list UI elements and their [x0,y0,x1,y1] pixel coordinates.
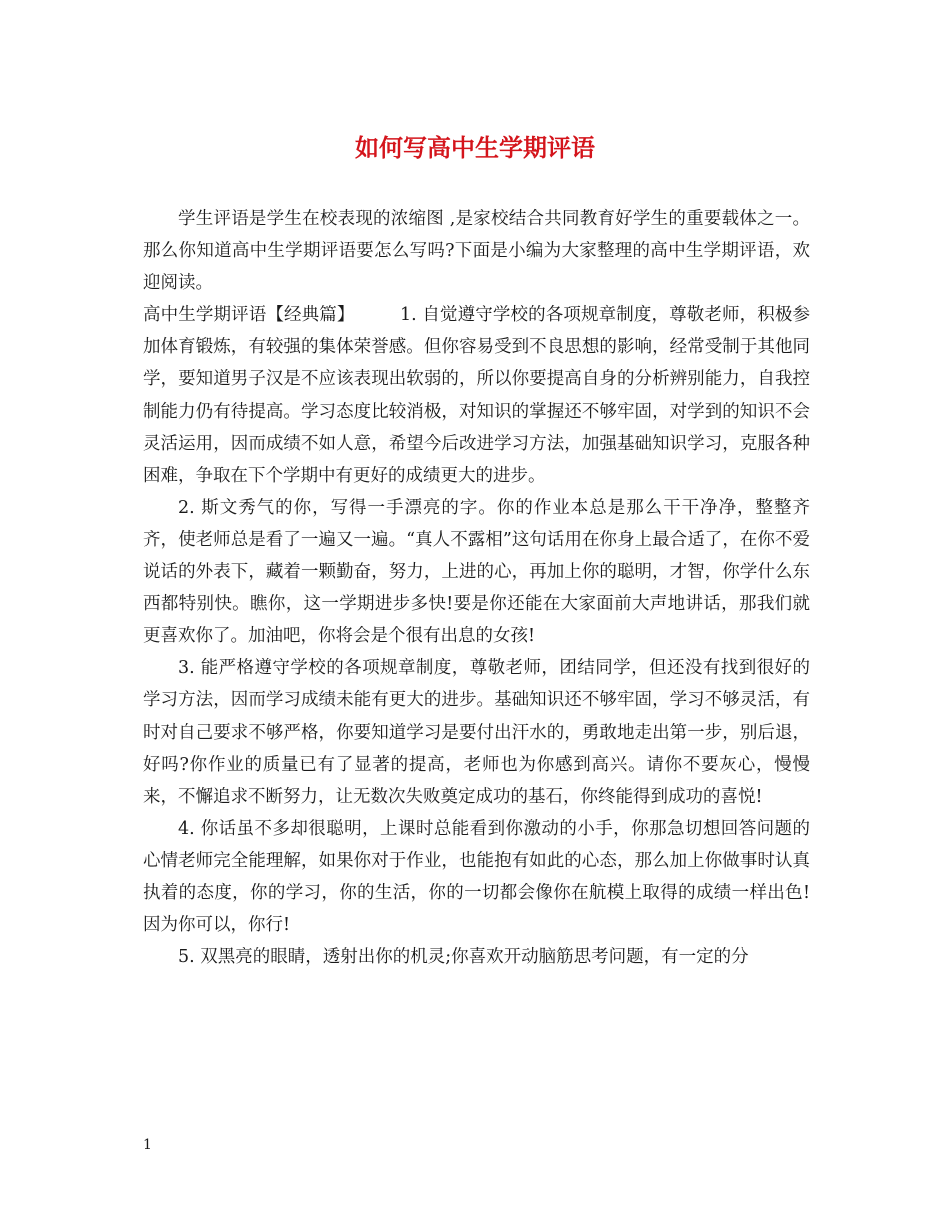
intro-paragraph: 学生评语是学生在校表现的浓缩图 ,是家校结合共同教育好学生的重要载体之一。那么你知道高中生学期评语要怎么写吗?下面是小编为大家整理的高中生学期评语，欢迎阅读。 [143,209,810,294]
comment-paragraph-5: 5. 双黑亮的眼睛，透射出你的机灵;你喜欢开动脑筋思考问题，有一定的分 [178,947,749,968]
comment-paragraph-3: 3. 能严格遵守学校的各项规章制度，尊敬老师，团结同学，但还没有找到很好的学习方法，因而学习成绩未能有更大的进步。基础知识还不够牢固，学习不够灵活，有时对自己要求不够严格，你要知道学习是要付出汗水的，勇敢地走出第一步，别后退，好吗?你作业的质量已有了显著的提高，老师也为你感到高兴。请你不要灰心，慢慢来，不懈追求不断努力，让无数次失败奠定成功的基石，你终能得到成功的喜悦! [143,658,810,807]
comment-paragraph-4: 4. 你话虽不多却很聪明，上课时总能看到你激动的小手，你那急切想回答问题的心情老师完全能理解，如果你对于作业，也能抱有如此的心态，那么加上你做事时认真执着的态度，你的学习，你的生活，你的一切都会像你在航模上取得的成绩一样出色!因为你可以，你行! [143,818,810,936]
page-title: 如何写高中生学期评语 [355,133,595,162]
document-body [143,203,810,973]
section-heading: 高中生学期评语【经典篇】 [143,305,355,326]
page-number: 1 [143,1137,152,1153]
comment-text-1: 1. 自觉遵守学校的各项规章制度，尊敬老师，积极参加体育锻炼，有较强的集体荣誉感。但你容易受到不良思想的影响，经常受制于其他同学，要知道男子汉是不应该表现出软弱的，所以你要提高自身的分析辨别能力，自我控制能力仍有待提高。学习态度比较消极，对知识的掌握还不够牢固，对学到的知识不会灵活运用，因而成绩不如人意，希望今后改进学习方法，加强基础知识学习，克服各种困难，争取在下个学期中有更好的成绩更大的进步。 [143,305,810,486]
comment-paragraph-1 [143,299,810,492]
comment-paragraph-2: 2. 斯文秀气的你，写得一手漂亮的字。你的作业本总是那么干干净净，整整齐齐，使老师总是看了一遍又一遍。“真人不露相”这句话用在你身上最合适了，在你不爱说话的外表下，藏着一颗勤奋，努力，上进的心，再加上你的聪明，才智，你学什么东西都特别快。瞧你，这一学期进步多快!要是你还能在大家面前大声地讲话，那我们就更喜欢你了。加油吧，你将会是个很有出息的女孩! [143,497,810,647]
